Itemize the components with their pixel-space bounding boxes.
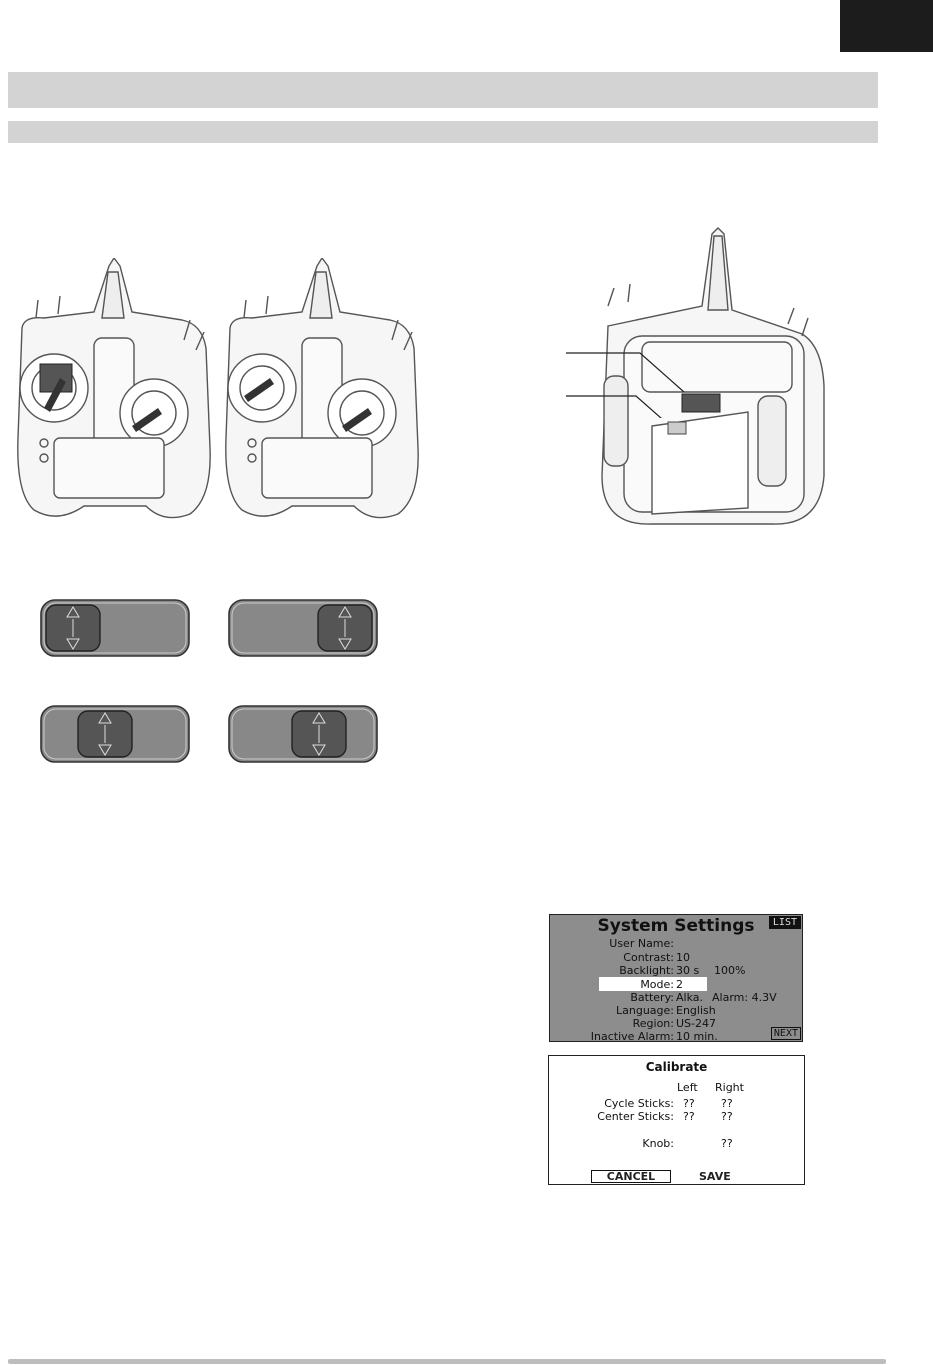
setting-row-battery[interactable]: Battery: Alka. Alarm: 4.3V [630, 991, 777, 1004]
cycle-sticks-right-value: ?? [721, 1097, 733, 1110]
setting-row-mode[interactable]: Mode: 2 [640, 978, 683, 991]
chapter-tab [840, 0, 933, 52]
transmitter-front-icon [222, 258, 422, 526]
section-header-band [8, 72, 878, 108]
knob-right-value: ?? [721, 1137, 733, 1150]
throttle-slider-icon [228, 705, 378, 763]
center-sticks-label: Center Sticks: [597, 1110, 674, 1123]
throttle-slider-icon [40, 599, 190, 657]
cycle-sticks-left-value: ?? [683, 1097, 695, 1110]
subsection-header-band [8, 121, 878, 143]
setting-row-language[interactable]: Language: English [616, 1004, 716, 1017]
center-sticks-right-value: ?? [721, 1110, 733, 1123]
setting-row-contrast[interactable]: Contrast: 10 [623, 951, 690, 964]
screen-title: Calibrate [645, 1060, 708, 1074]
setting-row-region[interactable]: Region: US-247 [632, 1017, 716, 1030]
column-header-left: Left [677, 1081, 698, 1094]
knob-label: Knob: [642, 1137, 674, 1150]
throttle-slider-icon [40, 705, 190, 763]
calibrate-screen [548, 1055, 805, 1185]
next-button[interactable]: NEXT [771, 1027, 801, 1040]
throttle-slider-icon [228, 599, 378, 657]
setting-row-user-name[interactable]: User Name: [609, 937, 674, 950]
cancel-button[interactable]: CANCEL [591, 1170, 671, 1183]
system-settings-screen [549, 914, 803, 1042]
footer-rule [8, 1359, 886, 1364]
setting-row-backlight[interactable]: Backlight: 30 s 100% [619, 964, 746, 977]
setting-row-inactive-alarm[interactable]: Inactive Alarm: 10 min. [590, 1030, 718, 1042]
center-sticks-left-value: ?? [683, 1110, 695, 1123]
callout-lines [566, 348, 706, 418]
column-header-right: Right [715, 1081, 744, 1094]
save-button[interactable]: SAVE [699, 1170, 731, 1183]
screen-title: System Settings [597, 916, 755, 936]
cycle-sticks-label: Cycle Sticks: [604, 1097, 674, 1110]
transmitter-front-icon [14, 258, 214, 526]
list-button[interactable]: LIST [769, 916, 801, 929]
